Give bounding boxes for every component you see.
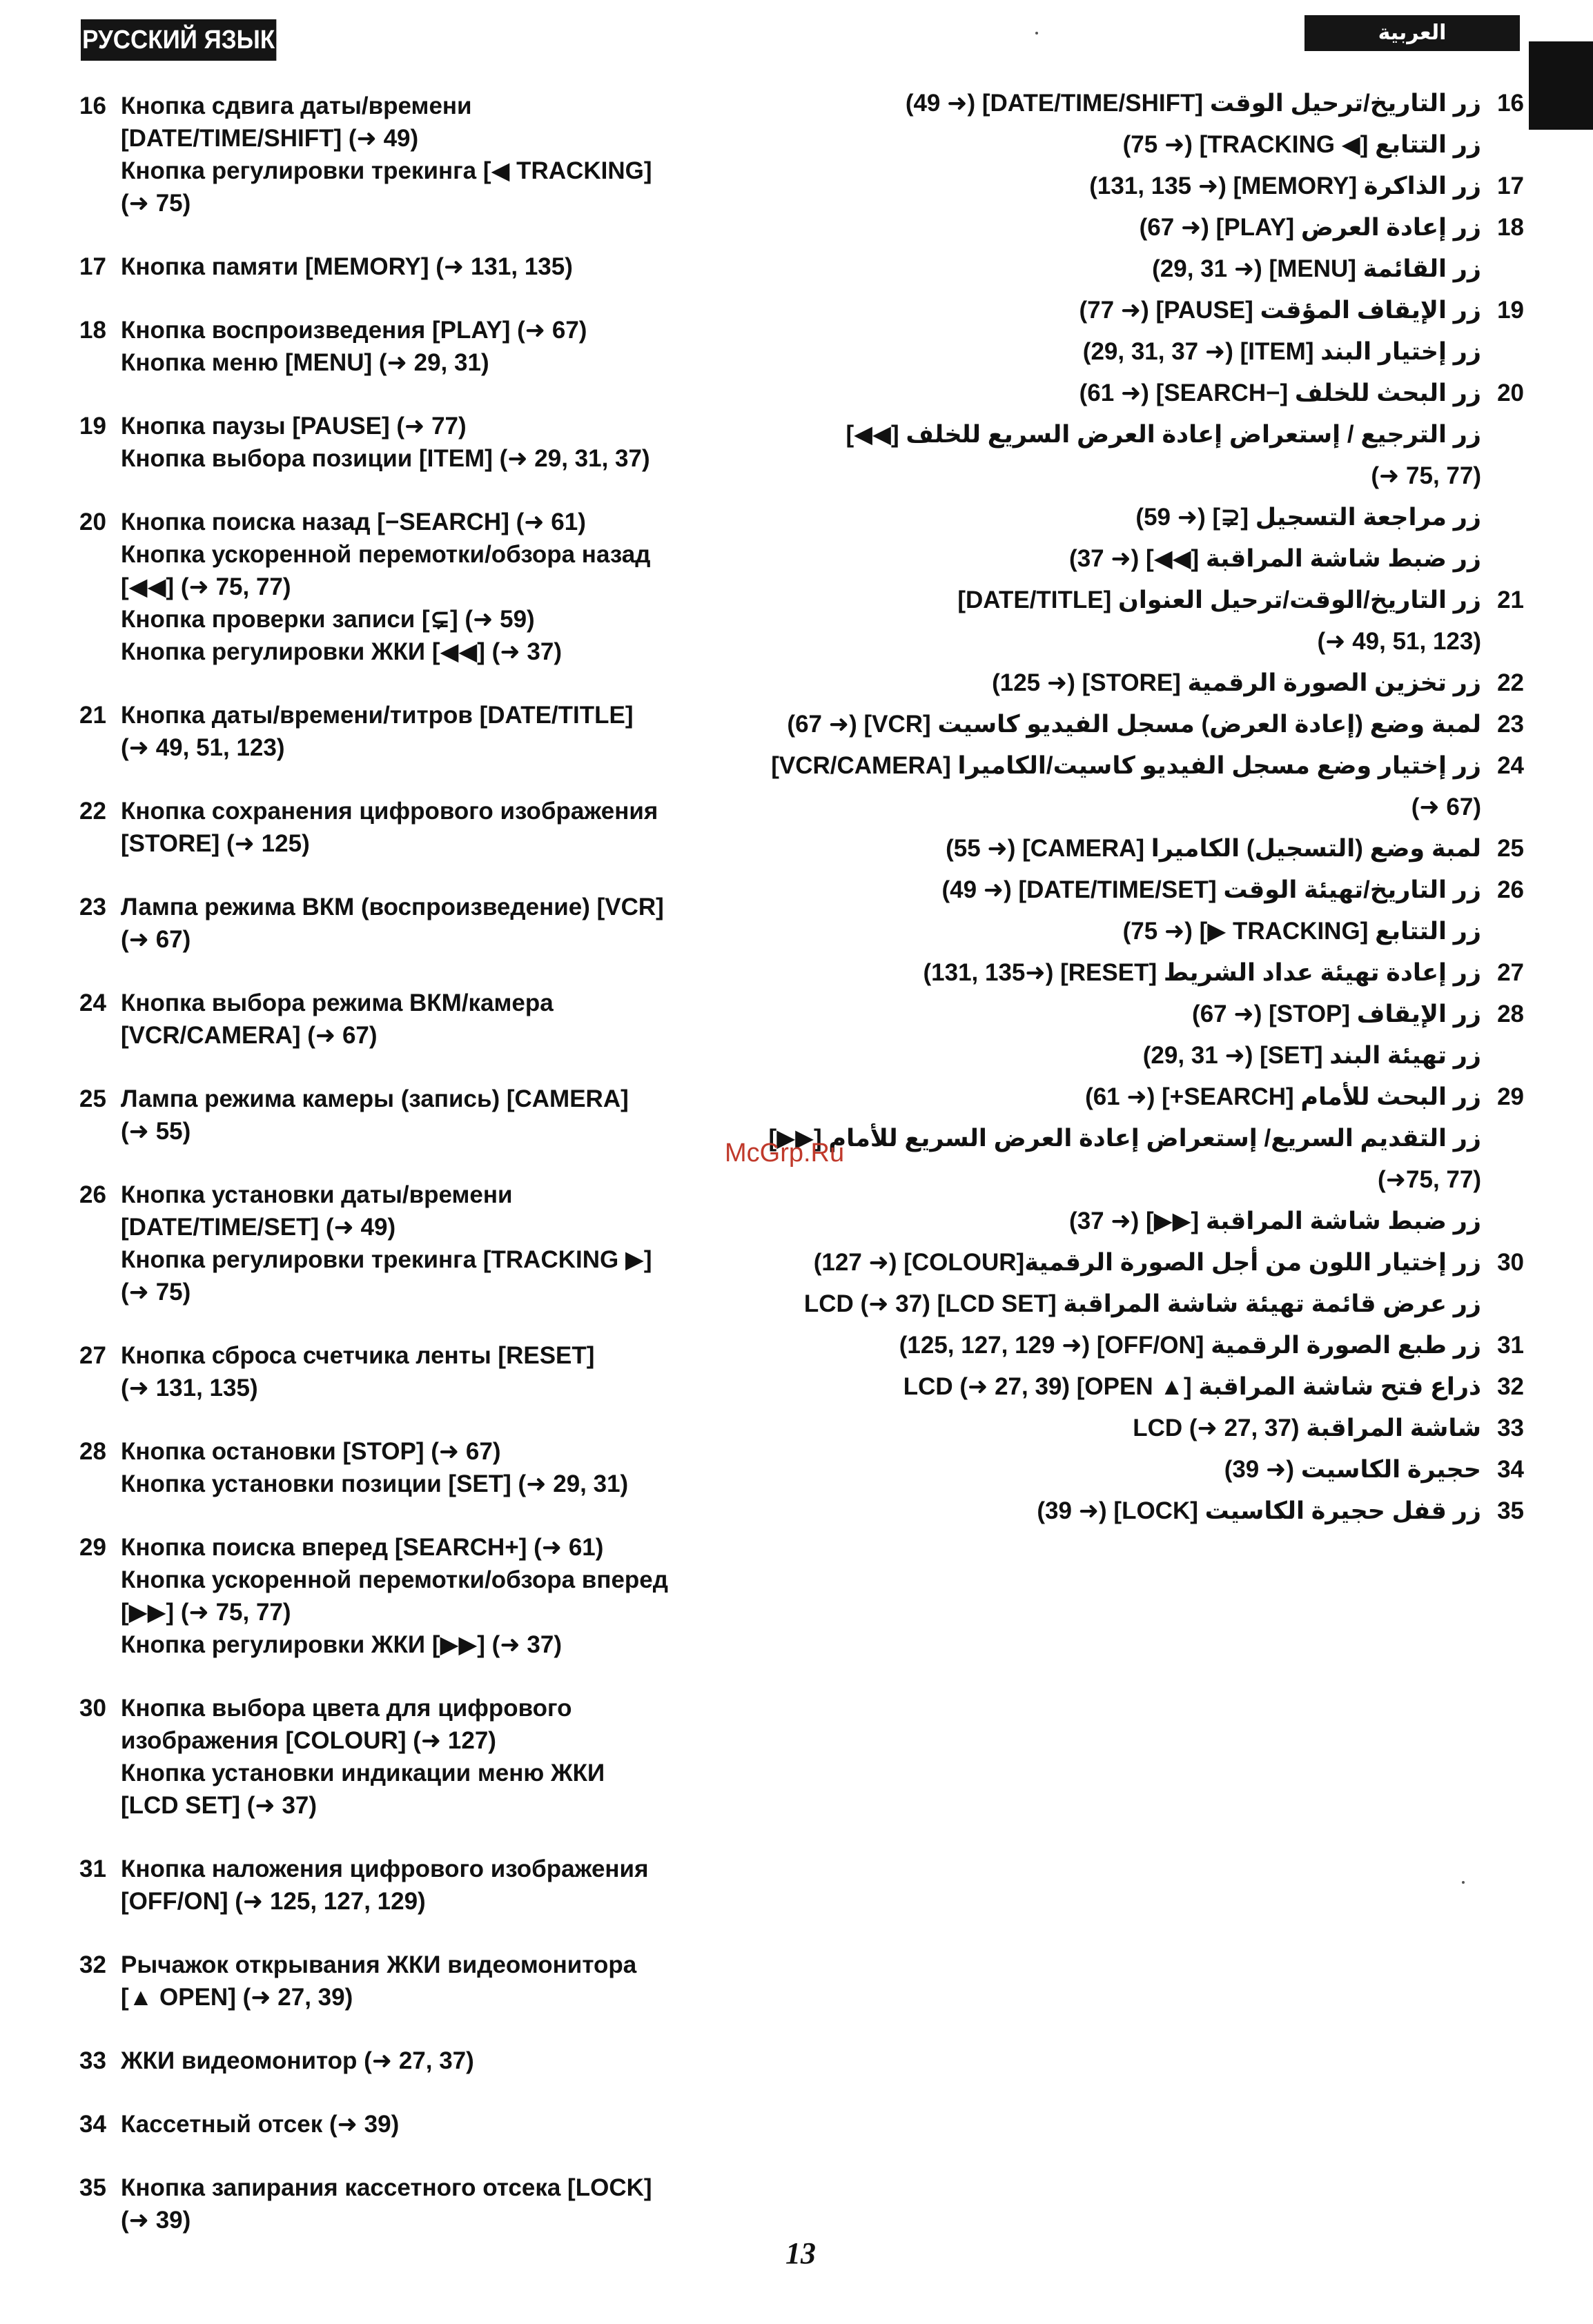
entry-number: 16 [79, 92, 106, 119]
entry-line: Кнопка памяти [MEMORY] (➜ 131, 135) [121, 253, 573, 280]
entry-text [121, 699, 770, 764]
entry-line: Кнопка запирания кассетного отсека [LOCK] [121, 2174, 652, 2201]
russian-entry [79, 1531, 770, 1661]
entry-text [121, 2108, 770, 2140]
arabic-entry-line [846, 414, 1524, 455]
entry-line: [DATE/TIME/SET] (➜ 49) [121, 1214, 396, 1241]
arabic-entry-line [863, 538, 1524, 580]
arabic-entry-line [863, 994, 1524, 1035]
entry-line: Кнопка проверки записи [⊊] (➜ 59) [121, 606, 535, 633]
entry-line: Кнопка паузы [PAUSE] (➜ 77) [121, 413, 467, 440]
entry-text [121, 1853, 770, 1918]
russian-entry [79, 1949, 770, 2013]
russian-entry [79, 506, 770, 668]
entry-text: حجيرة الكاسيت (➜ 39) [1224, 1456, 1481, 1483]
entry-text [121, 1949, 770, 2013]
russian-entry [79, 1692, 770, 1822]
entry-text: شاشة المراقبة LCD (➜ 27, 37) [1133, 1415, 1481, 1441]
entry-text: زر قفل حجيرة الكاسيت [LOCK] (➜ 39) [1037, 1497, 1481, 1524]
entry-line: Кнопка сохранения цифрового изображения [121, 798, 658, 825]
entry-line: Кнопка выбора позиции [ITEM] (➜ 29, 31, 37) [121, 445, 650, 472]
entry-line: Кнопка сдвига даты/времени [121, 92, 472, 119]
entry-line: Кнопка выбора цвета для цифрового [121, 1695, 572, 1722]
entry-text: لمبة وضع (إعادة العرض) مسجل الفيديو كاسيت [VCR] (➜ 67) [787, 711, 1481, 738]
entry-number: 22 [79, 798, 106, 825]
arabic-entry-line [787, 704, 1524, 745]
entry-text [121, 250, 770, 283]
entry-line: Кнопка регулировки трекинга [◀ TRACKING] [121, 157, 652, 184]
arabic-entry-line [803, 1283, 1524, 1325]
entry-text: زر التاريخ/ترحيل الوقت [DATE/TIME/SHIFT] (➜ 49) [905, 90, 1481, 117]
entry-text: زر التتابع [TRACKING ▶] (➜ 75) [1122, 918, 1481, 945]
entry-line: (➜ 49, 51, 123) [121, 734, 285, 761]
entry-line: [LCD SET] (➜ 37) [121, 1792, 317, 1819]
entry-number: 31 [79, 1855, 106, 1882]
entry-number: 30 [1497, 1249, 1524, 1276]
entry-text: زر الإيقاف المؤقت [PAUSE] (➜ 77) [1079, 297, 1481, 324]
entry-line: [▲ OPEN] (➜ 27, 39) [121, 1984, 353, 2011]
entry-text: (➜ 67) [1411, 794, 1481, 820]
russian-entry [79, 410, 770, 475]
entry-text: زر إختيار اللون من أجل الصورة الرقمية[COLOUR] (➜ 127) [813, 1249, 1481, 1276]
entry-text: زر إختيار وضع مسجل الفيديو كاسيت/الكاميرا [VCR/CAMERA] [771, 752, 1481, 779]
russian-entry [79, 699, 770, 764]
entry-number: 32 [79, 1951, 106, 1978]
entry-text [121, 1083, 770, 1148]
entry-text [121, 891, 770, 956]
entry-line: Кнопка ускоренной перемотки/обзора вперед [121, 1566, 668, 1593]
entry-text: زر البحث للخلف [−SEARCH] (➜ 61) [1079, 380, 1481, 406]
entry-number: 17 [79, 253, 106, 280]
entry-text: (➜75, 77) [1378, 1166, 1481, 1193]
arabic-entry-line [863, 1076, 1524, 1118]
entry-line: Кнопка сброса счетчика ленты [RESET] [121, 1342, 595, 1369]
entry-number: 18 [1497, 214, 1524, 241]
entry-line: (➜ 75) [121, 190, 191, 217]
entry-line: (➜ 55) [121, 1118, 191, 1145]
entry-number: 28 [79, 1438, 106, 1465]
entry-number: 17 [1497, 173, 1524, 199]
entry-line: Кнопка меню [MENU] (➜ 29, 31) [121, 349, 489, 376]
entry-text [121, 1692, 770, 1822]
entry-text: زر ضبط شاشة المراقبة [▶▶] (➜ 37) [1069, 1208, 1481, 1234]
page-number: 13 [785, 2236, 816, 2270]
entry-line: [DATE/TIME/SHIFT] (➜ 49) [121, 125, 419, 152]
entry-text: زر الإيقاف [STOP] (➜ 67) [1192, 1001, 1481, 1027]
entry-text [121, 90, 770, 219]
russian-entry [79, 250, 770, 283]
arabic-entry-line [863, 621, 1524, 662]
entry-text: زر إعادة تهيئة عداد الشريط [RESET] (➜131, 135) [923, 959, 1481, 986]
entry-number: 26 [1497, 876, 1524, 903]
entry-number: 31 [1497, 1332, 1524, 1359]
russian-entry [79, 891, 770, 956]
entry-text [121, 1435, 770, 1500]
arabic-entry-line [863, 373, 1524, 414]
entry-line: Рычажок открывания ЖКИ видеомонитора [121, 1951, 637, 1978]
arabic-entry-line [863, 248, 1524, 290]
entry-line: изображения [COLOUR] (➜ 127) [121, 1727, 496, 1754]
arabic-entry-line [863, 1449, 1524, 1490]
entry-line: Кнопка ускоренной перемотки/обзора назад [121, 541, 651, 568]
entry-number: 25 [79, 1085, 106, 1112]
russian-entry [79, 1339, 770, 1404]
entry-text: زر إختيار البند [ITEM] (➜ 29, 31, 37) [1082, 338, 1481, 365]
arabic-entry-line [771, 745, 1524, 787]
entry-line: (➜ 39) [121, 2207, 191, 2234]
entry-number: 20 [79, 509, 106, 535]
entry-number: 28 [1497, 1001, 1524, 1027]
entry-text [121, 987, 770, 1052]
entry-number: 34 [1497, 1456, 1524, 1483]
arabic-entry-line [863, 1325, 1524, 1366]
russian-entry [79, 90, 770, 219]
entry-line: Кнопка воспроизведения [PLAY] (➜ 67) [121, 317, 587, 344]
entry-text [121, 2045, 770, 2077]
entry-text: (➜ 49, 51, 123) [1317, 628, 1481, 655]
russian-entry [79, 2108, 770, 2140]
entry-text: زر القائمة [MENU] (➜ 29, 31) [1152, 255, 1481, 282]
entry-number: 24 [1497, 752, 1524, 779]
entry-line: Лампа режима ВКМ (воспроизведение) [VCR] [121, 894, 664, 920]
entry-line: ЖКИ видеомонитор (➜ 27, 37) [121, 2047, 474, 2074]
entry-text: زر الذاكرة [MEMORY] (➜ 131, 135) [1089, 173, 1481, 199]
entry-number: 30 [79, 1695, 106, 1722]
scan-speck [1035, 32, 1038, 35]
entry-text: (➜ 75, 77) [1371, 462, 1481, 489]
entry-line: Кнопка выбора режима ВКМ/камера [121, 989, 554, 1016]
entry-line: [STORE] (➜ 125) [121, 830, 310, 857]
entry-number: 16 [1497, 90, 1524, 117]
arabic-entry-line [813, 1242, 1524, 1283]
entry-text: زر التقديم السريع/ إستعراض إعادة العرض السريع للأمام [▶▶] [768, 1125, 1481, 1152]
entry-text: زر التاريخ/تهيئة الوقت [DATE/TIME/SET] (➜ 49) [941, 876, 1481, 903]
arabic-entry-line [863, 497, 1524, 538]
arabic-entry-line [863, 911, 1524, 952]
entry-text: ذراع فتح شاشة المراقبة [▲ OPEN] LCD (➜ 27, 39) [903, 1373, 1481, 1400]
entry-text: زر البحث للأمام [SEARCH+] (➜ 61) [1085, 1083, 1481, 1110]
arabic-entry-line [863, 290, 1524, 331]
arabic-entry-line [863, 455, 1524, 497]
entry-text [121, 795, 770, 860]
arabic-entry-line [863, 207, 1524, 248]
entry-text: زر إعادة العرض [PLAY] (➜ 67) [1139, 214, 1481, 241]
entry-number: 27 [79, 1342, 106, 1369]
entry-line: Кнопка регулировки трекинга [TRACKING ▶] [121, 1246, 652, 1273]
entry-number: 19 [1497, 297, 1524, 324]
entry-text: زر الترجيع / إستعراض إعادة العرض السريع للخلف [◀◀] [846, 421, 1481, 448]
entry-number: 25 [1497, 835, 1524, 862]
arabic-entry-line [863, 1366, 1524, 1408]
entry-number: 21 [79, 702, 106, 729]
arabic-entry-line [863, 124, 1524, 166]
arabic-entry-line [768, 1118, 1524, 1159]
entry-number: 34 [79, 2111, 106, 2138]
entry-text [121, 1531, 770, 1661]
entry-line: Лампа режима камеры (запись) [CAMERA] [121, 1085, 629, 1112]
russian-entry [79, 314, 770, 379]
arabic-entry-line [863, 83, 1524, 124]
russian-entry [79, 2172, 770, 2236]
entry-line: [▶▶] (➜ 75, 77) [121, 1599, 291, 1626]
entry-number: 26 [79, 1181, 106, 1208]
russian-entry [79, 2045, 770, 2077]
entry-line: Кнопка поиска вперед [SEARCH+] (➜ 61) [121, 1534, 604, 1561]
entry-number: 29 [79, 1534, 106, 1561]
russian-entry [79, 795, 770, 860]
arabic-entry-line [863, 1490, 1524, 1532]
arabic-entry-line [863, 166, 1524, 207]
entry-text [121, 506, 770, 668]
russian-entry [79, 1179, 770, 1308]
entry-text: زر التاريخ/الوقت/ترحيل العنوان [DATE/TITLE] [957, 587, 1481, 613]
arabic-entry-line [863, 662, 1524, 704]
entry-number: 32 [1497, 1373, 1524, 1400]
entry-number: 20 [1497, 380, 1524, 406]
arabic-section-header: العربية [1304, 15, 1520, 51]
entry-text: زر التتابع [◀ TRACKING] (➜ 75) [1122, 131, 1481, 158]
entry-line: (➜ 67) [121, 926, 191, 953]
arabic-entry-line [863, 331, 1524, 373]
entry-line: Кнопка установки позиции [SET] (➜ 29, 31) [121, 1470, 629, 1497]
entry-line: Кассетный отсек (➜ 39) [121, 2111, 400, 2138]
entry-line: [VCR/CAMERA] (➜ 67) [121, 1022, 378, 1049]
entry-line: Кнопка регулировки ЖКИ [▶▶] (➜ 37) [121, 1631, 562, 1658]
watermark: McGrp.Ru [725, 1139, 845, 1168]
entry-number: 33 [1497, 1415, 1524, 1441]
arabic-entry-line [863, 787, 1524, 828]
entry-line: Кнопка установки индикации меню ЖКИ [121, 1760, 605, 1786]
entry-number: 35 [79, 2174, 106, 2201]
russian-entry [79, 1853, 770, 1918]
scan-speck [1462, 1881, 1465, 1884]
arabic-entry-line [863, 869, 1524, 911]
entry-text [121, 314, 770, 379]
language-tab-marker [1529, 41, 1593, 130]
entry-line: Кнопка поиска назад [−SEARCH] (➜ 61) [121, 509, 586, 535]
entry-line: Кнопка установки даты/времени [121, 1181, 513, 1208]
entry-text: زر تخزين الصورة الرقمية [STORE] (➜ 125) [992, 669, 1481, 696]
entry-line: (➜ 131, 135) [121, 1375, 258, 1401]
entry-text [121, 410, 770, 475]
entry-number: 24 [79, 989, 106, 1016]
entry-number: 33 [79, 2047, 106, 2074]
entry-line: Кнопка регулировки ЖКИ [◀◀] (➜ 37) [121, 638, 562, 665]
entry-number: 27 [1497, 959, 1524, 986]
entry-number: 29 [1497, 1083, 1524, 1110]
entry-line: (➜ 75) [121, 1279, 191, 1306]
entry-text: لمبة وضع (التسجيل) الكاميرا [CAMERA] (➜ 55) [946, 835, 1481, 862]
entry-number: 23 [1497, 711, 1524, 738]
entry-line: Кнопка остановки [STOP] (➜ 67) [121, 1438, 501, 1465]
arabic-entry-line [863, 1035, 1524, 1076]
russian-entry [79, 1435, 770, 1500]
arabic-entry-line [863, 580, 1524, 621]
entry-text [121, 1339, 770, 1404]
entry-text: زر طبع الصورة الرقمية [OFF/ON] (➜ 125, 127, 129) [899, 1332, 1481, 1359]
entry-text: زر عرض قائمة تهيئة شاشة المراقبة [LCD SET] LCD (➜ 37) [803, 1290, 1481, 1317]
arabic-entry-line [863, 1201, 1524, 1242]
entry-line: Кнопка даты/времени/титров [DATE/TITLE] [121, 702, 634, 729]
entry-text: زر تهيئة البند [SET] (➜ 29, 31) [1142, 1042, 1481, 1069]
entry-line: [◀◀] (➜ 75, 77) [121, 573, 291, 600]
entry-number: 35 [1497, 1497, 1524, 1524]
arabic-entry-line [863, 952, 1524, 994]
russian-section-header: РУССКИЙ ЯЗЫК [81, 19, 276, 61]
entry-text [121, 2172, 770, 2236]
entry-text: زر مراجعة التسجيل [⊊] (➜ 59) [1135, 504, 1481, 531]
russian-entry [79, 1083, 770, 1148]
russian-entry [79, 987, 770, 1052]
russian-column [79, 90, 770, 2267]
entry-number: 19 [79, 413, 106, 440]
entry-line: Кнопка наложения цифрового изображения [121, 1855, 649, 1882]
entry-text [121, 1179, 770, 1308]
entry-number: 22 [1497, 669, 1524, 696]
entry-number: 18 [79, 317, 106, 344]
entry-number: 21 [1497, 587, 1524, 613]
entry-text: زر ضبط شاشة المراقبة [◀◀] (➜ 37) [1069, 545, 1481, 572]
arabic-entry-line [863, 828, 1524, 869]
arabic-entry-line [863, 1408, 1524, 1449]
entry-number: 23 [79, 894, 106, 920]
arabic-entry-line [863, 1159, 1524, 1201]
entry-line: [OFF/ON] (➜ 125, 127, 129) [121, 1888, 426, 1915]
